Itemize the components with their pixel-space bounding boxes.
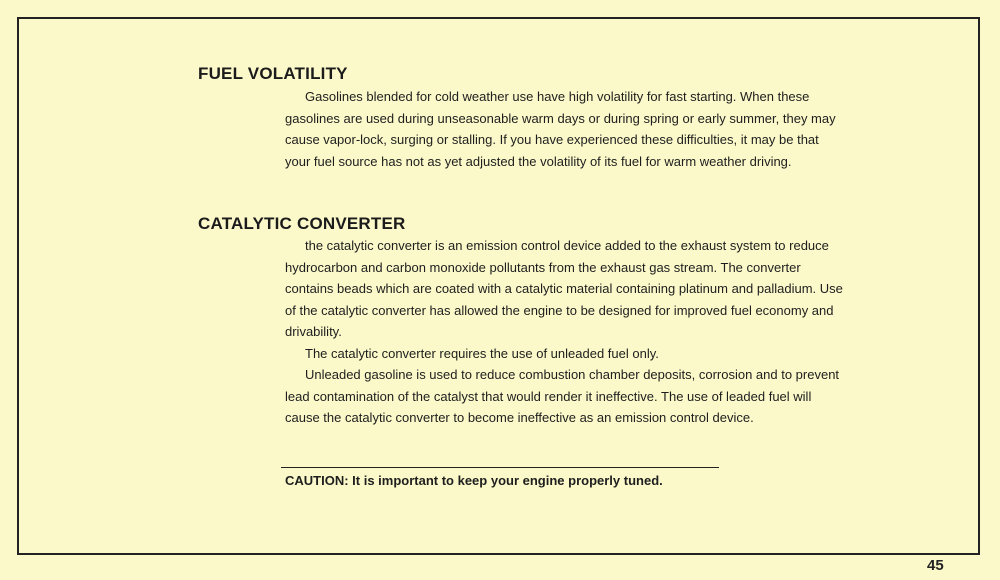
catalytic-converter-heading: CATALYTIC CONVERTER [198, 214, 406, 233]
catalytic-converter-text-3: Unleaded gasoline is used to reduce combustion chamber deposits, corrosion and to prevent lead contamination of the catalyst that would render it ineffective. The use of leaded fuel will cause the catalytic converter to become ineffective as an emission control device. [285, 367, 840, 425]
caution-divider [281, 467, 719, 468]
fuel-volatility-heading: FUEL VOLATILITY [198, 64, 348, 83]
catalytic-converter-paragraph [285, 364, 845, 429]
fuel-volatility-paragraph [285, 86, 845, 172]
catalytic-converter-paragraph [285, 235, 845, 343]
catalytic-converter-paragraph [285, 343, 845, 365]
caution-note: CAUTION: It is important to keep your engine properly tuned. [285, 473, 663, 488]
fuel-volatility-text: Gasolines blended for cold weather use have high volatility for fast starting. When these gasolines are used during unseasonable warm days or during spring or early summer, they may cause vapor-lock, surging or stalling. If you have experienced these difficulties, it may be that your fuel source has not as yet adjusted the volatility of its fuel for warm weather driving. [285, 89, 836, 169]
catalytic-converter-text-2: The catalytic converter requires the use of unleaded fuel only. [305, 346, 659, 361]
page-number: 45 [927, 557, 944, 574]
catalytic-converter-text-1: the catalytic converter is an emission control device added to the exhaust system to reduce hydrocarbon and carbon monoxide pollutants from the exhaust gas stream. The converter contains beads which are coated with a catalytic material containing platinum and palladium. Use of the catalytic converter has allowed the engine to be designed for improved fuel economy and drivability. [285, 238, 843, 339]
